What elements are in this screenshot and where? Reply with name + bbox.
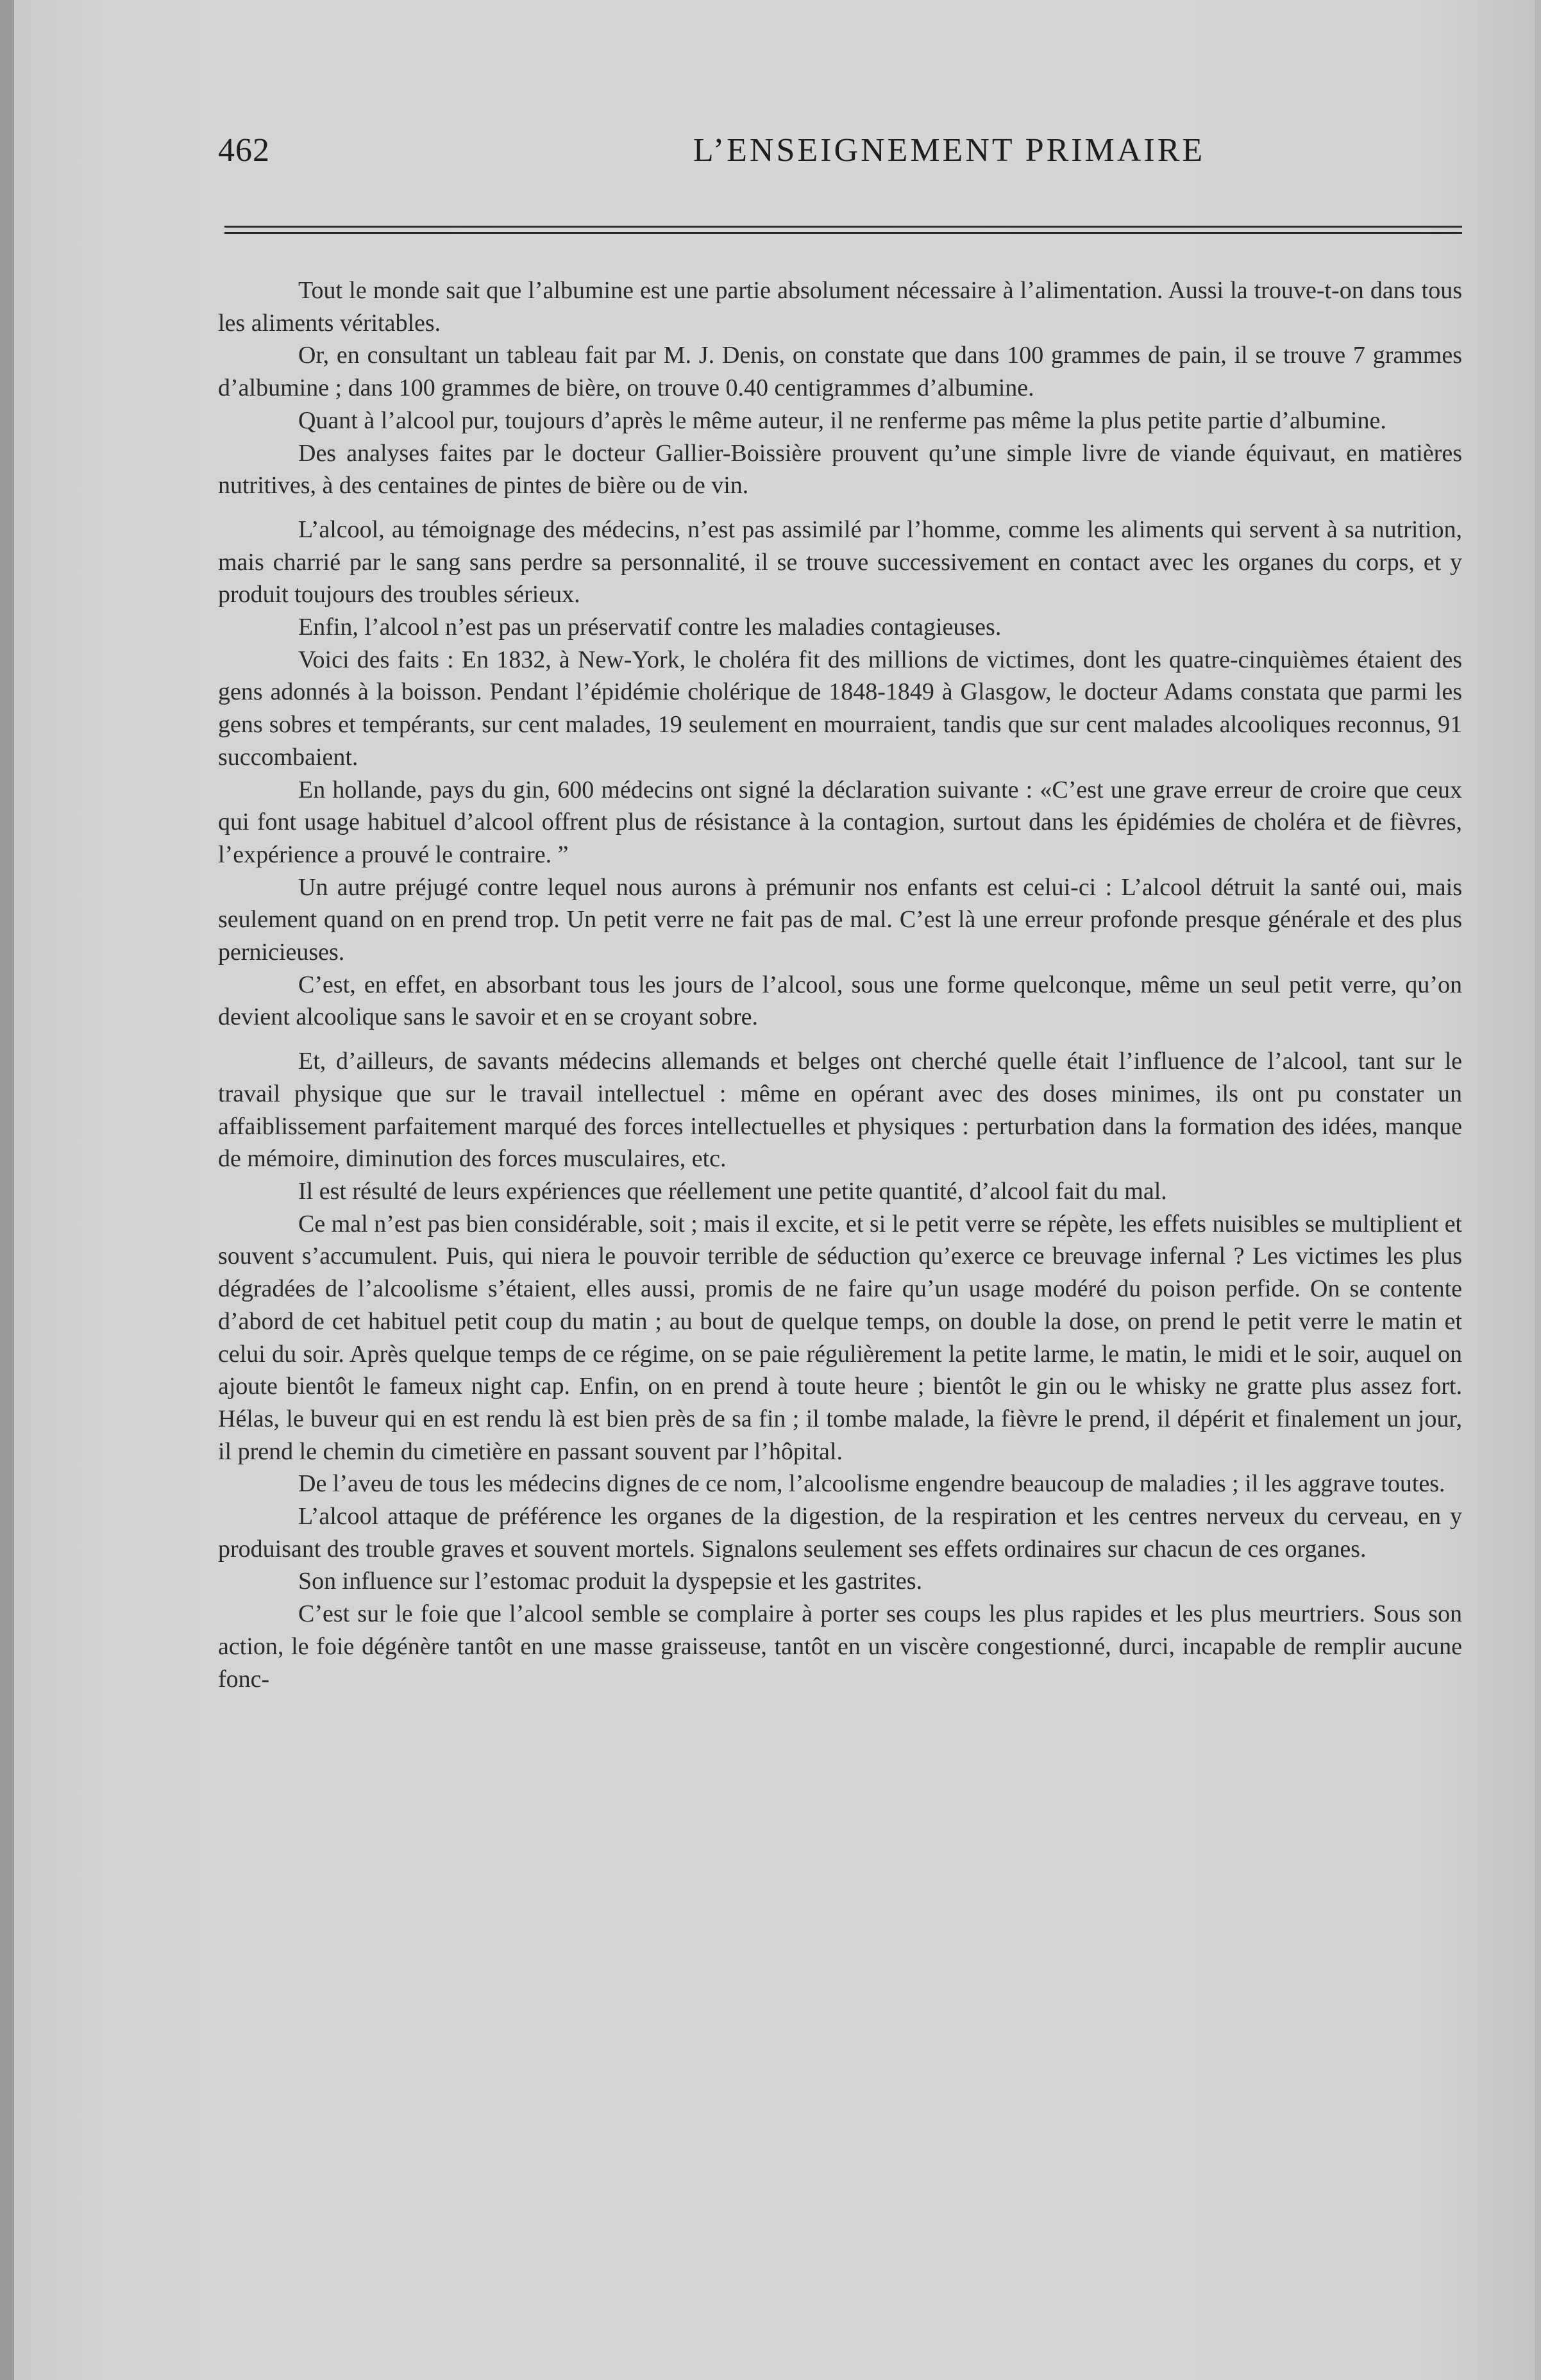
paragraph: L’alcool attaque de préférence les organes de la digestion, de la respiration et les centres nerveux du cerveau, en y produisant des trouble graves et souvent mortels. Signalons seulement ses effets ordinaires sur chacun de ces organes. — [218, 1503, 1462, 1563]
paragraph: Un autre préjugé contre lequel nous aurons à prémunir nos enfants est celui-ci : L’alcool détruit la santé oui, mais seulement quand on en prend trop. Un petit verre ne fait pas de mal. C’est là une erreur profonde presque générale et des plus pernicieuses. — [218, 873, 1462, 966]
page-right-edge — [1535, 0, 1541, 2380]
paragraph: Et, d’ailleurs, de savants médecins allemands et belges ont cherché quelle était l’influence de l’alcool, tant sur le travail physique que sur le travail intellectuel : même en opérant avec des doses minimes, ils ont pu constater un affaiblissement parfaitement marqué des forces intellectuelles et physiques : perturbation dans la formation des idées, manque de mémoire, diminution des forces musculaires, etc. — [218, 1048, 1462, 1173]
paragraph: Quant à l’alcool pur, toujours d’après le même auteur, il ne renferme pas même la plus petite partie d’albumine. — [298, 406, 1386, 434]
journal-title: L’ENSEIGNEMENT PRIMAIRE — [693, 132, 1206, 169]
paragraph: Tout le monde sait que l’albumine est une partie absolument nécessaire à l’alimentation. Aussi la trouve-t-on dans tous les aliments véritables. — [218, 277, 1462, 337]
paragraph: De l’aveu de tous les médecins dignes de ce nom, l’alcoolisme engendre beaucoup de maladies ; il les aggrave toutes. — [298, 1470, 1445, 1498]
paragraph: Ce mal n’est pas bien considérable, soit ; mais il excite, et si le petit verre se répète, les effets nuisibles se multiplient et souvent s’accumulent. Puis, qui niera le pouvoir terrible de séduction qu’exerce ce breuvage infernal ? Les victimes les plus dégradées de l’alcoolisme s’étaient, elles aussi, promis de ne faire qu’un usage modéré du poison perfide. On se contente d’abord de cet habituel petit coup du matin ; au bout de quelque temps, on double la dose, on prend le petit verre le matin et celui du soir. Après quelque temps de ce régime, on se paie régulièrement la petite larme, le matin, le midi et le soir, auquel on ajoute bientôt le fameux night cap. Enfin, on en prend à toute heure ; bientôt le gin ou le whisky ne gratte plus assez fort. Hélas, le buveur qui en est rendu là est bien près de sa fin ; il tombe malade, la fièvre le prend, il dépérit et finalement un jour, il prend le chemin du cimetière en passant souvent par l’hôpital. — [218, 1210, 1462, 1465]
paragraph: Des analyses faites par le docteur Gallier-Boissière prouvent qu’une simple livre de viande équivaut, en matières nutritives, à des centaines de pintes de bière ou de vin. — [218, 439, 1462, 499]
paragraph: C’est, en effet, en absorbant tous les jours de l’alcool, sous une forme quelconque, même un seul petit verre, qu’on devient alcoolique sans le savoir et en se croyant sobre. — [218, 971, 1462, 1031]
paragraph: Son influence sur l’estomac produit la dyspepsie et les gastrites. — [298, 1568, 922, 1595]
header-rule-top — [224, 226, 1462, 228]
paragraph: L’alcool, au témoignage des médecins, n’est pas assimilé par l’homme, comme les aliments qui servent à sa nutrition, mais charrié par le sang sans perdre sa personnalité, il se trouve successivement en contact avec les organes du corps, et y produit toujours des troubles sérieux. — [218, 515, 1462, 608]
article-body — [218, 274, 1462, 1695]
paragraph: En hollande, pays du gin, 600 médecins ont signé la déclaration suivante : «C’est une grave erreur de croire que ceux qui font usage habituel d’alcool offrent plus de résistance à la contagion, surtout dans les épidémies de choléra et de fièvres, l’expérience a prouvé le contraire. ” — [218, 776, 1462, 868]
page-left-edge — [0, 0, 14, 2380]
paragraph: Enfin, l’alcool n’est pas un préservatif contre les maladies contagieuses. — [298, 614, 1002, 641]
page-number: 462 — [218, 132, 270, 169]
running-head — [218, 131, 1469, 183]
paragraph: Voici des faits : En 1832, à New-York, le choléra fit des millions de victimes, dont les quatre-cinquièmes étaient des gens adonnés à la boisson. Pendant l’épidémie cholérique de 1848-1849 à Glasgow, le docteur Adams constata que parmi les gens sobres et tempérants, sur cent malades, 19 seulement en mourraient, tandis que sur cent malades alcooliques reconnus, 91 succombaient. — [218, 646, 1462, 771]
paragraph: C’est sur le foie que l’alcool semble se complaire à porter ses coups les plus rapides et les plus meurtriers. Sous son action, le foie dégénère tantôt en une masse graisseuse, tantôt en un viscère congestionné, durci, incapable de remplir aucune fonc- — [218, 1600, 1462, 1693]
paragraph: Il est résulté de leurs expériences que réellement une petite quantité, d’alcool fait du mal. — [298, 1177, 1167, 1205]
paragraph: Or, en consultant un tableau fait par M. J. Denis, on constate que dans 100 grammes de pain, il se trouve 7 grammes d’albumine ; dans 100 grammes de bière, on trouve 0.40 centigrammes d’albumine. — [218, 342, 1462, 402]
header-rule-bottom — [224, 232, 1462, 234]
